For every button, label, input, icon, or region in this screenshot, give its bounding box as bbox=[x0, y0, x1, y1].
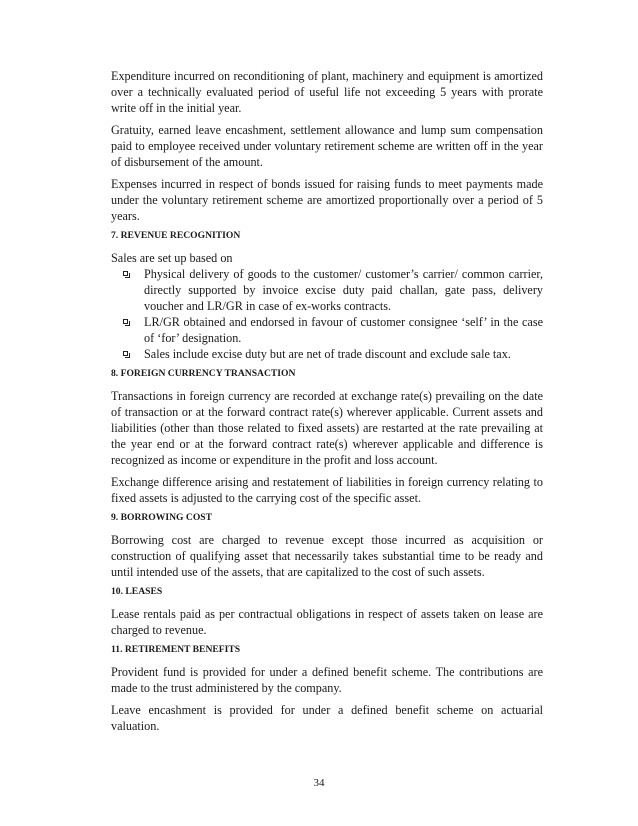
checkbox-bullet-icon bbox=[123, 271, 128, 276]
heading-borrowing-cost: 9. BORROWING COST bbox=[111, 512, 213, 523]
checkbox-bullet-icon bbox=[123, 319, 128, 324]
document-page bbox=[111, 68, 543, 740]
paragraph-reconditioning: Expenditure incurred on reconditioning of plant, machinery and equipment is amortized over a technically evaluated period of useful life not exceeding 5 years with prorate write off in the initial year. bbox=[111, 69, 543, 115]
checkbox-bullet-icon bbox=[123, 351, 128, 356]
heading-revenue-recognition: 7. REVENUE RECOGNITION bbox=[111, 230, 241, 241]
paragraph-provident-fund: Provident fund is provided for under a defined benefit scheme. The contributions are made to the trust administered by the company. bbox=[111, 665, 543, 695]
list-item-text: Sales include excise duty but are net of trade discount and exclude sale tax. bbox=[144, 347, 511, 361]
heading-retirement-benefits: 11. RETIREMENT BENEFITS bbox=[111, 644, 241, 655]
paragraph-leases: Lease rentals paid as per contractual obligations in respect of assets taken on lease are charged to revenue. bbox=[111, 607, 543, 637]
paragraph-forex-transactions: Transactions in foreign currency are recorded at exchange rate(s) prevailing on the date of transaction or at the forward contract rate(s) wherever applicable. Current assets and liabilities (other than those related to fixed assets) are restarted at the rate prevailing at the year end or at the forward contract rate(s) wherever applicable and difference is recognized as income or expenditure in the profit and loss account. bbox=[111, 389, 543, 467]
paragraph-leave-encashment: Leave encashment is provided for under a defined benefit scheme on actuarial valuation. bbox=[111, 703, 543, 733]
paragraph-borrowing: Borrowing cost are charged to revenue except those incurred as acquisition or construction of qualifying asset that necessarily takes substantial time to be ready and until intended use of the assets, that are capitalized to the cost of such assets. bbox=[111, 533, 543, 579]
revenue-intro: Sales are set up based on bbox=[111, 251, 233, 265]
list-item-text: Physical delivery of goods to the customer/ customer’s carrier/ common carrier, directly supported by invoice excise duty paid challan, gate pass, delivery voucher and LR/GR in case of ex-works contracts. bbox=[144, 267, 543, 313]
heading-foreign-currency: 8. FOREIGN CURRENCY TRANSACTION bbox=[111, 368, 296, 379]
paragraph-exchange-difference: Exchange difference arising and restatement of liabilities in foreign currency relating to fixed assets is adjusted to the carrying cost of the specific asset. bbox=[111, 475, 543, 505]
list-item bbox=[144, 266, 543, 314]
paragraph-gratuity: Gratuity, earned leave encashment, settlement allowance and lump sum compensation paid to employee received under voluntary retirement scheme are written off in the year of disbursement of the amount. bbox=[111, 123, 543, 169]
list-item bbox=[144, 314, 543, 346]
heading-leases: 10. LEASES bbox=[111, 586, 163, 597]
list-item-text: LR/GR obtained and endorsed in favour of customer consignee ‘self’ in the case of ‘for’ designation. bbox=[144, 315, 543, 345]
paragraph-bonds: Expenses incurred in respect of bonds issued for raising funds to meet payments made under the voluntary retirement scheme are amortized proportionally over a period of 5 years. bbox=[111, 177, 543, 223]
revenue-bullet-list bbox=[111, 266, 543, 362]
page-number: 34 bbox=[313, 777, 325, 789]
list-item bbox=[144, 346, 543, 362]
